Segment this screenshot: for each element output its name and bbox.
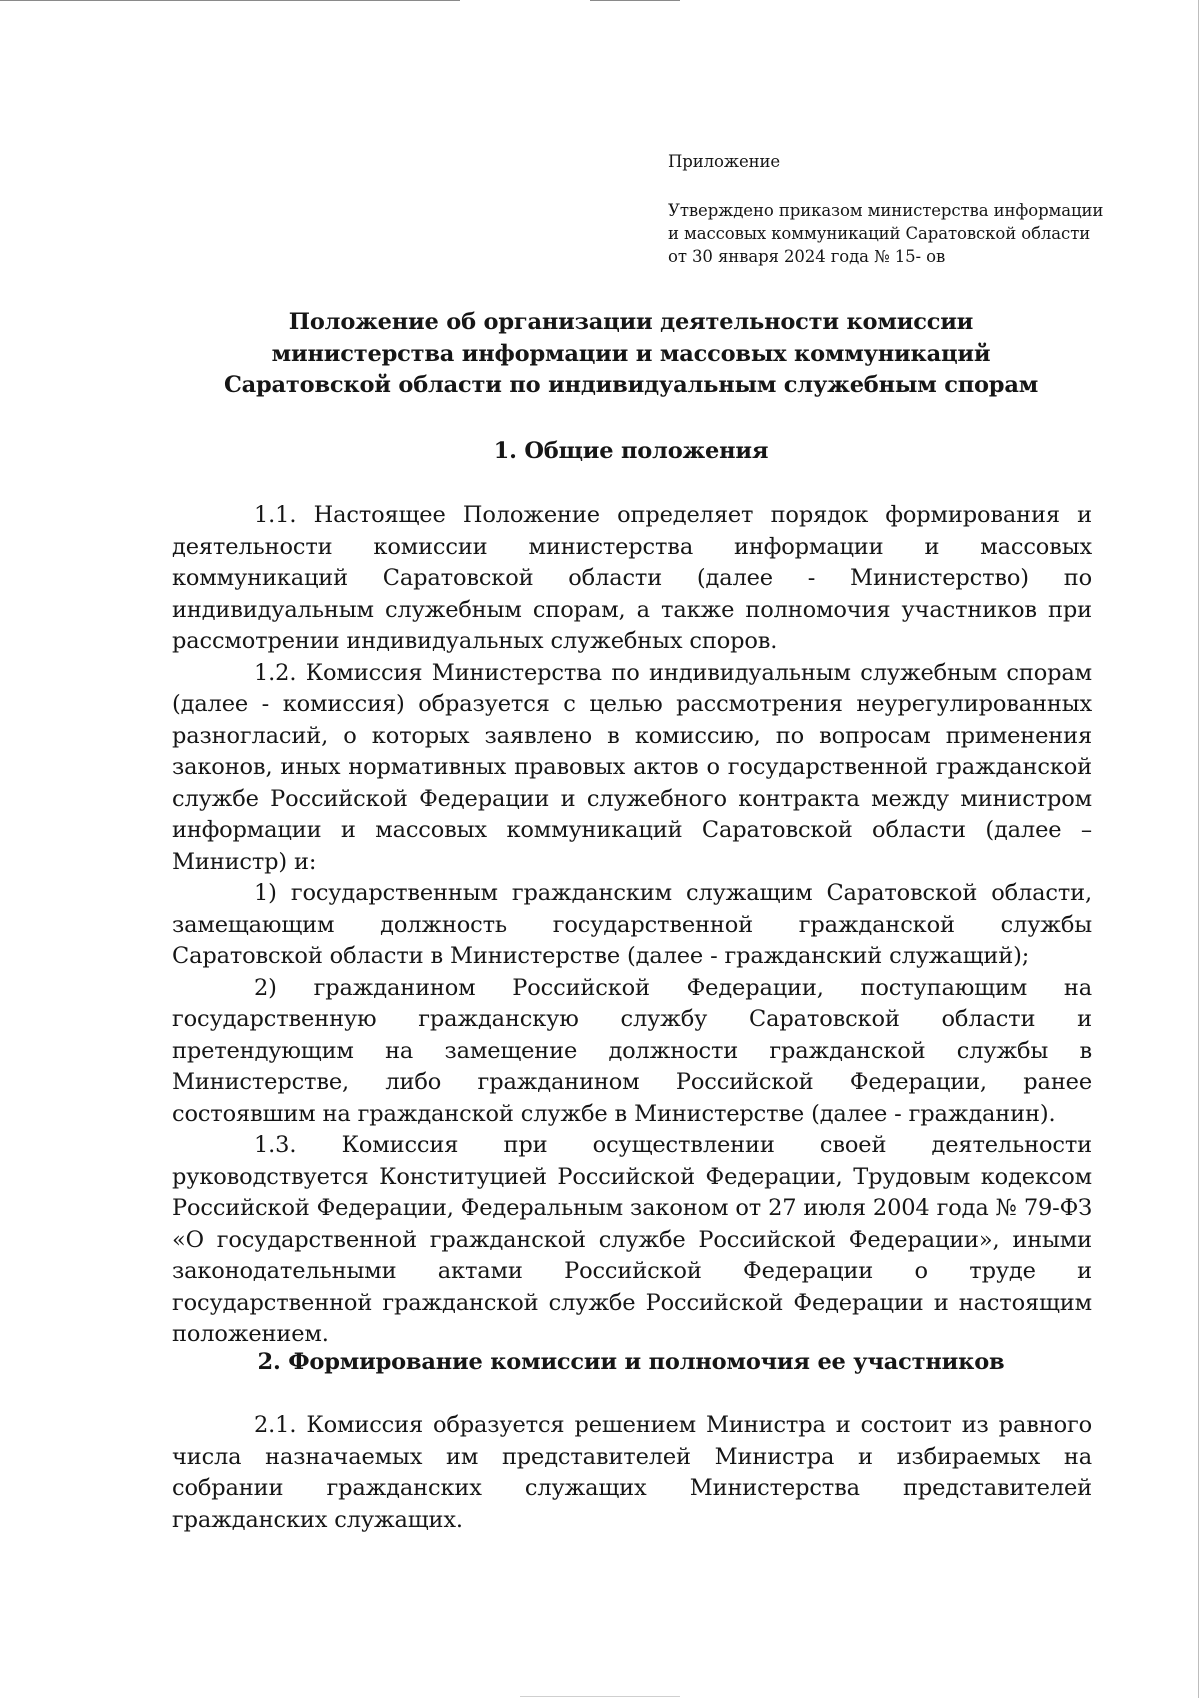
paragraph-2-1: 2.1. Комиссия образуется решением Министра и состоит из равного числа назначаемых им представителей Министра и избираемых на собрании гражданских служащих Министерства представителей гражданских служащих.: [172, 1412, 1092, 1533]
paragraph-1-1: 1.1. Настоящее Положение определяет порядок формирования и деятельности комиссии министерства информации и массовых коммуникаций Саратовской области (далее - Министерство) по индивидуальным служебным спорам, а также полномочия участников при рассмотрении индивидуальных служебных споров.: [172, 502, 1092, 654]
title-line: министерства информации и массовых коммуникаций: [271, 340, 991, 367]
approval-line: и массовых коммуникаций Саратовской области: [668, 224, 1091, 243]
paragraph-1-2: 1.2. Комиссия Министерства по индивидуальным служебным спорам (далее - комиссия) образуется с целью рассмотрения неурегулированных разногласий, о которых заявлено в комиссию, по вопросам применения законов, иных нормативных правовых актов о государственной гражданской службе Российской Федерации и служебного контракта между министром информации и массовых коммуникаций Саратовской области (далее – Министр) и:: [172, 659, 1092, 875]
paragraph-1-3: 1.3. Комиссия при осуществлении своей деятельности руководствуется Конституцией Российской Федерации, Трудовым кодексом Российской Федерации, Федеральным законом от 27 июля 2004 года № 79-ФЗ «О государственной гражданской службе Российской Федерации», иными законодательными актами Российской Федерации о труде и государственной гражданской службе Российской Федерации и настоящим положением.: [172, 1132, 1092, 1347]
annex-label: Приложение: [668, 152, 781, 171]
section-2-heading: 2. Формирование комиссии и полномочия ее участников: [257, 1349, 1005, 1375]
approval-header: [668, 150, 1138, 268]
scan-bottom-edge: [520, 1696, 680, 1697]
approval-line: Утверждено приказом министерства информации: [668, 201, 1104, 220]
scan-top-edge-left: [0, 0, 460, 1]
list-item-1: 1) государственным гражданским служащим Саратовской области, замещающим должность государственной гражданской службы Саратовской области в Министерстве (далее - гражданский служащий);: [172, 880, 1092, 969]
list-item-2: 2) гражданином Российской Федерации, поступающим на государственную гражданскую службу Саратовской области и претендующим на замещение должности гражданской службы в Министерстве, либо гражданином Российской Федерации, ранее состоявшим на гражданской службе в Министерстве (далее - гражданин).: [172, 974, 1092, 1127]
title-line: Саратовской области по индивидуальным служебным спорам: [223, 372, 1039, 398]
document-title: [172, 307, 1090, 402]
scan-right-edge: [1198, 0, 1199, 1698]
section-2-body: [172, 1410, 1092, 1536]
scan-top-edge-right: [590, 0, 680, 1]
approval-stamp-text: [668, 199, 1138, 268]
approval-line: от 30 января 2024 года № 15- ов: [668, 247, 946, 266]
section-1-heading: 1. Общие положения: [493, 438, 769, 464]
title-line: Положение об организации деятельности комиссии: [288, 309, 974, 335]
section-1-body: [172, 500, 1092, 1351]
